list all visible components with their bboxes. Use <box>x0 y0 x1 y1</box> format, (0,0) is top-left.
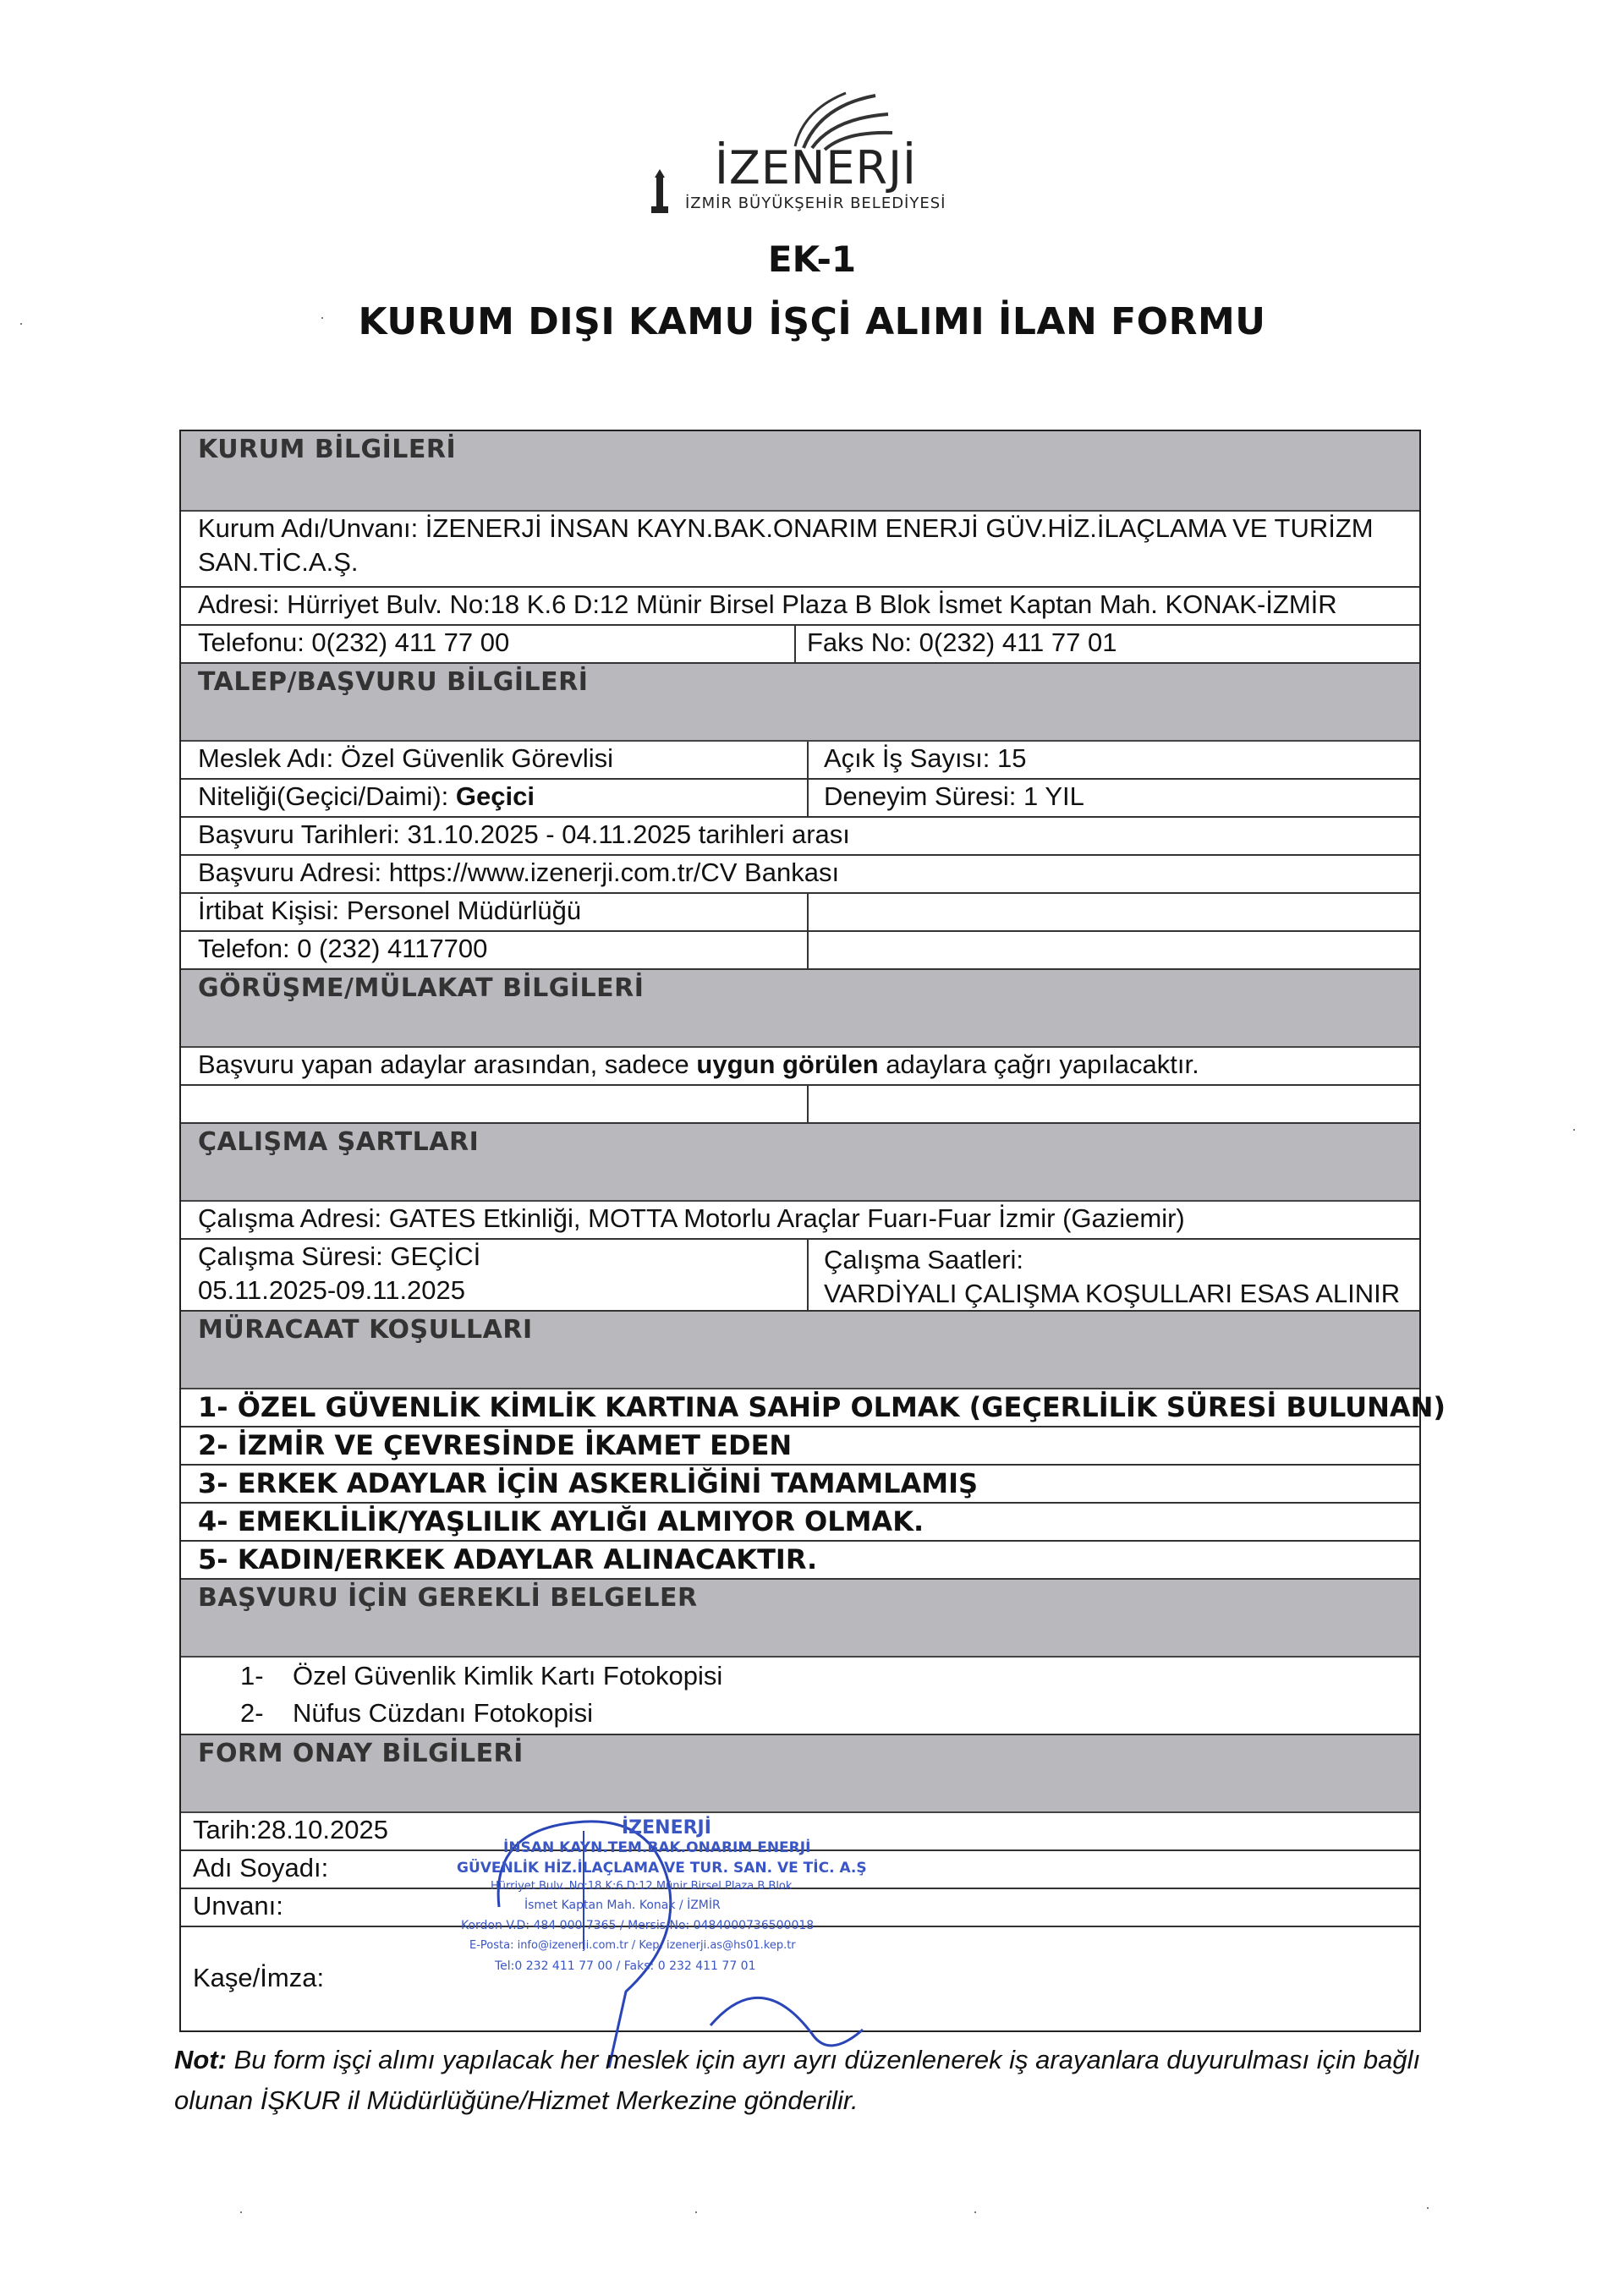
row-basvuru-adres <box>181 856 1419 894</box>
annex-label: EK-1 <box>767 238 857 280</box>
kosul-text: 2- İZMİR VE ÇEVRESİNDE İKAMET EDEN <box>198 1429 793 1461</box>
niteligi-text <box>198 781 535 812</box>
faks-text: Faks No: 0(232) 411 77 01 <box>807 627 1117 657</box>
stamp-line: Kordon V.D: 484 000 7365 / Mersis No: 0484000736500018 <box>461 1919 815 1932</box>
calisma-sure-label: Çalışma Süresi: GEÇİCİ <box>198 1241 481 1271</box>
kosul-text: 5- KADIN/ERKEK ADAYLAR ALINACAKTIR. <box>198 1543 818 1575</box>
row-adres <box>181 588 1419 626</box>
divider <box>807 894 809 970</box>
logo <box>643 89 973 224</box>
row-talep-telefon <box>181 932 1419 970</box>
section-onay <box>181 1735 1419 1813</box>
stamp-line: E-Posta: info@izenerji.com.tr / Kep: izenerji.as@hs01.kep.tr <box>469 1939 796 1952</box>
list-item <box>181 1542 1419 1580</box>
gorusme-text-b: uygun görülen <box>696 1049 879 1079</box>
form-title: KURUM DIŞI KAMU İŞÇİ ALIMI İLAN FORMU <box>358 300 1266 343</box>
stamp-line: İNSAN KAYN.TEM.BAK.ONARIM ENERJİ <box>503 1839 811 1856</box>
section-heading: TALEP/BAŞVURU BİLGİLERİ <box>198 667 589 697</box>
niteligi-label: Niteliği(Geçici/Daimi): <box>198 781 456 811</box>
list-item <box>181 1427 1419 1466</box>
meslek-text: Meslek Adı: Özel Güvenlik Görevlisi <box>198 743 614 773</box>
scan-speck: · <box>320 309 325 326</box>
row-kurum-adi <box>181 512 1419 588</box>
clock-tower-icon <box>643 169 677 220</box>
note-text: Bu form işçi alımı yapılacak her meslek için ayrı ayrı düzenlenerek iş arayanlara duyurulması için bağlı olunan İŞKUR il Müdürlüğüne/Hizmet Merkezine gönderilir. <box>174 2045 1421 2115</box>
basvuru-adres-text: Başvuru Adresi: https://www.izenerji.com.tr/CV Bankası <box>198 858 840 887</box>
list-item <box>181 1504 1419 1542</box>
section-heading: MÜRACAAT KOŞULLARI <box>198 1315 533 1345</box>
calisma-saat-label: Çalışma Saatleri: <box>824 1245 1024 1274</box>
note-label: Not: <box>174 2045 227 2074</box>
calisma-saat-value: VARDİYALI ÇALIŞMA KOŞULLARI ESAS ALINIR <box>824 1279 1401 1308</box>
section-heading: ÇALIŞMA ŞARTLARI <box>198 1127 480 1157</box>
section-talep <box>181 664 1419 742</box>
kurum-adi-text: Kurum Adı/Unvanı: İZENERJİ İNSAN KAYN.BAK.ONARIM ENERJİ GÜV.HİZ.İLAÇLAMA VE TURİZM <box>198 513 1374 543</box>
scan-speck: · <box>973 2203 978 2220</box>
divider <box>794 626 796 664</box>
section-calisma <box>181 1124 1419 1202</box>
belge-num: 2- <box>240 1698 264 1728</box>
gorusme-text-a: Başvuru yapan adaylar arasından, sadece <box>198 1049 697 1079</box>
kosul-text: 1- ÖZEL GÜVENLİK KİMLİK KARTINA SAHİP OLMAK (GEÇERLİLİK SÜRESİ BULUNAN) <box>198 1391 1446 1423</box>
scan-speck: · <box>1425 2199 1430 2216</box>
section-heading: GÖRÜŞME/MÜLAKAT BİLGİLERİ <box>198 973 645 1003</box>
row-belgeler <box>181 1658 1419 1735</box>
adres-text: Adresi: Hürriyet Bulv. No:18 K.6 D:12 Münir Birsel Plaza B Blok İsmet Kaptan Mah. KONAK-İZMİR <box>198 589 1337 619</box>
tarih-text: Tarih:28.10.2025 <box>193 1815 388 1844</box>
stamp-line: Tel:0 232 411 77 00 / Faks: 0 232 411 77 01 <box>495 1959 756 1973</box>
adsoyad-text: Adı Soyadı: <box>193 1853 329 1882</box>
belge-num: 1- <box>240 1661 264 1690</box>
row-telefon <box>181 626 1419 664</box>
row-gorusme <box>181 1048 1419 1086</box>
scan-speck: · <box>1572 1121 1577 1137</box>
stamp-line: Hürriyet Bulv. No:18 K:6 D:12 Münir Birsel Plaza B Blok <box>491 1880 793 1893</box>
irtibat-text: İrtibat Kişisi: Personel Müdürlüğü <box>198 896 582 925</box>
section-gorusme <box>181 970 1419 1048</box>
scan-speck: · <box>694 2203 699 2220</box>
section-belgeler <box>181 1580 1419 1658</box>
belge-text: Özel Güvenlik Kimlik Kartı Fotokopisi <box>293 1661 723 1690</box>
row-niteligi <box>181 780 1419 818</box>
form-table <box>179 430 1446 2032</box>
divider <box>807 1086 809 1124</box>
row-calisma-sure <box>181 1240 1419 1312</box>
divider <box>807 1240 809 1312</box>
acik-is-text: Açık İş Sayısı: 15 <box>824 743 1027 773</box>
kosul-text: 4- EMEKLİLİK/YAŞLILIK AYLIĞI ALMIYOR OLMAK. <box>198 1505 924 1537</box>
row-irtibat <box>181 894 1419 932</box>
stamp-line: İZENERJİ <box>622 1817 711 1838</box>
basvuru-tarih-text: Başvuru Tarihleri: 31.10.2025 - 04.11.2025 tarihleri arası <box>198 819 850 849</box>
stamp-line: GÜVENLİK HİZ.İLAÇLAMA VE TUR. SAN. VE TİC. A.Ş <box>457 1860 867 1877</box>
row-meslek <box>181 742 1419 780</box>
list-item <box>181 1389 1446 1427</box>
kase-text: Kaşe/İmza: <box>193 1963 325 1992</box>
list-item <box>181 1466 1419 1504</box>
gorusme-text-c: adaylara çağrı yapılacaktır. <box>878 1049 1199 1079</box>
row-calisma-adres <box>181 1202 1419 1240</box>
company-stamp <box>457 1814 930 2051</box>
belge-text: Nüfus Cüzdanı Fotokopisi <box>293 1698 593 1728</box>
deneyim-text: Deneyim Süresi: 1 YIL <box>824 781 1084 811</box>
unvan-text: Unvanı: <box>193 1891 283 1921</box>
section-heading: FORM ONAY BİLGİLERİ <box>198 1739 524 1768</box>
section-kurum <box>181 431 1419 512</box>
section-heading: KURUM BİLGİLERİ <box>198 435 457 464</box>
divider <box>807 742 809 818</box>
section-heading: BAŞVURU İÇİN GEREKLİ BELGELER <box>198 1583 698 1613</box>
gorusme-text <box>198 1049 1199 1080</box>
scan-speck: · <box>19 315 24 332</box>
row-empty <box>181 1086 1419 1124</box>
talep-telefon-text: Telefon: 0 (232) 4117700 <box>198 934 488 963</box>
scan-speck: · <box>239 2203 244 2220</box>
logo-wordmark: İZENERJİ <box>715 141 917 195</box>
stamp-line: İsmet Kaptan Mah. Konak / İZMİR <box>524 1899 721 1912</box>
logo-subtitle: İZMİR BÜYÜKŞEHİR BELEDİYESİ <box>685 195 946 212</box>
telefon-text: Telefonu: 0(232) 411 77 00 <box>198 627 510 657</box>
kurum-adi-text-2: SAN.TİC.A.Ş. <box>198 547 359 577</box>
row-basvuru-tarih <box>181 818 1419 856</box>
calisma-sure-value: 05.11.2025-09.11.2025 <box>198 1275 466 1305</box>
niteligi-value: Geçici <box>455 781 535 811</box>
calisma-adres-text: Çalışma Adresi: GATES Etkinliği, MOTTA Motorlu Araçlar Fuarı-Fuar İzmir (Gaziemir) <box>198 1203 1185 1233</box>
footer-note <box>174 2040 1443 2121</box>
kosul-text: 3- ERKEK ADAYLAR İÇİN ASKERLİĞİNİ TAMAMLAMIŞ <box>198 1467 979 1499</box>
section-muracaat <box>181 1312 1419 1389</box>
